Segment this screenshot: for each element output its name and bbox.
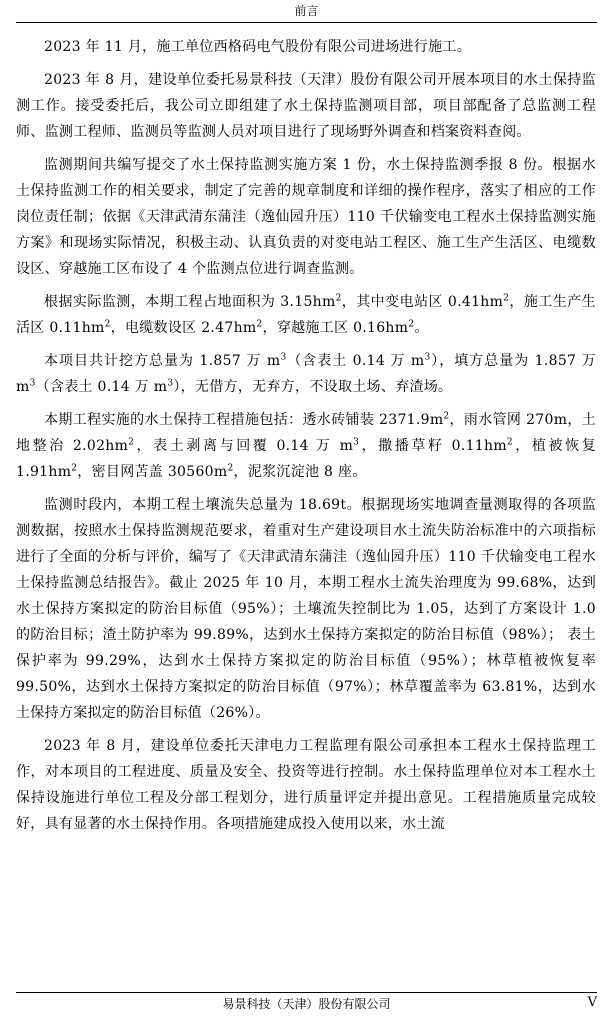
superscript: 2 xyxy=(104,319,111,330)
paragraph-monitoring-reports: 监测期间共编写提交了水土保持监测实施方案 1 份，水土保持监测季报 8 份。根据水土保持监测工作的相关要求，制定了完善的规章制度和详细的操作程序，落实了相应的工作岗位责任制；依据《天津武清东蒲洼（逸仙园升压）110 千伏输变电工程水土保持监测实施方案》和现场实际情况，积极主动、认真负责的对变电站工程区、施工生产生活区、电缆数设区、穿越施工区布设了 4 个监测点位进行调查监测。 xyxy=(16,157,596,277)
text-segment: ，电缆数设区 2.47hm xyxy=(110,320,257,336)
paragraph-engineering-measures xyxy=(16,407,596,485)
footer-rule xyxy=(16,992,597,993)
text-segment: ），填方总量为 1.857 万 m xyxy=(16,353,596,395)
text-segment: ，其中变电站区 0.41hm xyxy=(341,294,504,310)
superscript: 2 xyxy=(503,293,510,304)
text-segment: ，撒播草籽 0.11hm xyxy=(359,438,507,454)
superscript: 2 xyxy=(128,437,135,448)
text-segment: ，密目网苫盖 30560m xyxy=(77,464,228,480)
superscript: 3 xyxy=(353,437,360,448)
paragraph-supervision: 2023 年 8 月，建设单位委托天津电力工程监理有限公司承担本工程水土保持监理工作，对本项目的工程进度、质量及安全、投资等进行控制。水土保持监理单位对本工程水土保持设施进行单位工程及分部工程划分，进行质量评定并提出意见。工程措施质量完成较好，具有显著的水土保持作用。各项措施建成投入使用以来，水土流 xyxy=(16,738,596,832)
text-segment: ，穿越施工区 0.16hm xyxy=(262,320,409,336)
header-rule xyxy=(16,22,597,23)
paragraph-soil-loss-evaluation: 监测时段内，本期工程土壤流失总量为 18.69t。根据现场实地调查量测取得的各项监测数据，按照水土保持监测规范要求，着重对生产建设项目水土流失防治标准中的六项指标进行了全面的分析与评价，编写了《天津武清东蒲洼（逸仙园升压）110 千伏输变电工程水土保持监测总结报告》。截止 2025 年 10 月，本期工程水土流失治理度为 99.68%，达到水土保持方案拟定的防治目标值（95%）；土壤流失控制比为 1.05，达到了方案设计 1.0 的防治目标；渣土防护率为 99.89%，达到水土保持方案拟定的防治目标值（98%）； 表土保护率为 99.29%，达到水土保持方案拟定的防治目标值（95%）；林草植被恢复率 99.50%，达到水土保持方案拟定的防治目标值（97%）；林草覆盖率为 63.81%，达到水土保持方案拟定的防治目标值（26%）。 xyxy=(16,497,596,721)
superscript: 2 xyxy=(443,411,450,422)
document-body xyxy=(16,34,596,844)
text-segment: ，施工生产生活区 0.11hm xyxy=(16,294,596,336)
paragraph-earthwork xyxy=(16,348,596,400)
superscript: 3 xyxy=(167,378,174,389)
text-segment: 。 xyxy=(414,320,429,336)
paragraph-construction-start: 2023 年 11 月，施工单位西格码电气股份有限公司进场进行施工。 xyxy=(44,39,471,55)
text-segment: ，雨水管网 270m，土地整治 2.02hm xyxy=(16,412,597,454)
superscript: 2 xyxy=(335,293,342,304)
superscript: 3 xyxy=(29,378,36,389)
superscript: 2 xyxy=(71,463,78,474)
footer-company-name: 易景科技（天津）股份有限公司 xyxy=(222,997,391,1011)
page-number: V xyxy=(587,995,597,1010)
superscript: 2 xyxy=(256,319,263,330)
text-segment: 本期工程实施的水土保持工程措施包括：透水砖铺装 2371.9m xyxy=(44,412,444,428)
superscript: 2 xyxy=(408,319,415,330)
paragraph-monitoring-commission: 2023 年 8 月，建设单位委托易景科技（天津）股份有限公司开展本项目的水土保持监测工作。接受委托后，我公司立即组建了水土保持监测项目部，项目部配备了总监测工程师、监测工程师、监测员等监测人员对项目进行了现场野外调查和档案资料查阅。 xyxy=(16,72,596,140)
superscript: 2 xyxy=(227,463,234,474)
page-header-title: 前言 xyxy=(294,4,319,18)
text-segment: ，表土剥离与回覆 0.14 万 m xyxy=(134,438,354,454)
text-segment: （含表土 0.14 万 m xyxy=(35,379,168,395)
text-segment: 本项目共计挖方总量为 1.857 万 m xyxy=(44,353,281,369)
text-segment: ），无借方，无弃方，不设取土场、弃渣场。 xyxy=(173,379,453,395)
text-segment: （含表土 0.14 万 m xyxy=(286,353,425,369)
text-segment: ，泥浆沉淀池 8 座。 xyxy=(233,464,367,480)
text-segment: ，植被恢复 1.91hm xyxy=(16,438,596,480)
paragraph-land-area xyxy=(16,289,596,341)
superscript: 3 xyxy=(280,352,287,363)
text-segment: 根据实际监测，本期工程占地面积为 3.15hm xyxy=(44,294,336,310)
superscript: 3 xyxy=(424,352,431,363)
superscript: 2 xyxy=(506,437,513,448)
